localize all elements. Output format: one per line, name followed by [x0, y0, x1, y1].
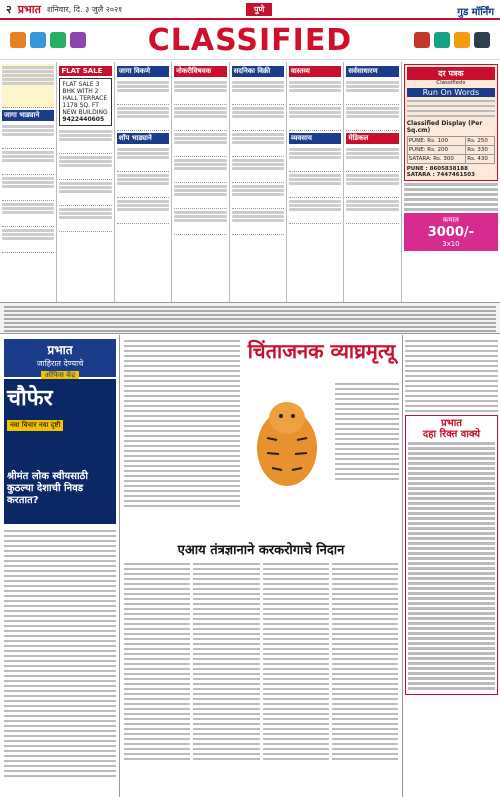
- article2-col: [263, 560, 329, 797]
- classified-ad: [346, 172, 398, 198]
- rate-cell: SATARA: Rs. 300: [407, 154, 466, 163]
- classified-ad: [174, 105, 226, 131]
- offer-size: 3x10: [442, 240, 460, 248]
- article2-col: [193, 560, 259, 797]
- classified-ad: [174, 183, 226, 209]
- classified-col-6: [287, 62, 344, 302]
- classified-index-strip: [0, 302, 500, 334]
- brand-name: प्रभात: [17, 2, 41, 16]
- classified-col-3: [115, 62, 172, 302]
- quiz-box: [405, 415, 498, 696]
- left-article-body: [4, 527, 116, 780]
- rate-phone-satara: SATARA : 7447461503: [406, 171, 475, 178]
- classified-ad: [232, 105, 284, 131]
- classified-ad: [2, 64, 54, 108]
- feature-headline: श्रीमंत लोक स्वीयसाठी कुठल्या देशाची निवड करतात?: [7, 471, 88, 506]
- category-label: नोकरीविषयक: [174, 66, 226, 77]
- classified-ad: [2, 227, 54, 253]
- right-column: [402, 335, 500, 797]
- classified-col-5: [230, 62, 287, 302]
- table-row: [407, 154, 494, 163]
- rate-card-sub: Classifieds: [436, 80, 466, 86]
- banner-icons-left: [10, 32, 86, 48]
- ring-icon: [414, 32, 430, 48]
- classified-ad: [289, 172, 341, 198]
- rate-cell: PUNE: Rs. 200: [407, 145, 466, 154]
- classified-ad: [289, 79, 341, 105]
- rate-card-title: दर पत्रक: [407, 67, 495, 80]
- classified-ad: [289, 146, 341, 172]
- category-label: सर्वसाधारण: [346, 66, 398, 77]
- classified-ad: [289, 105, 341, 131]
- classified-ad: [117, 146, 169, 172]
- issue-date: शनिवार, दि. ३ जुलै २०२१: [46, 4, 123, 14]
- classified-ad: [232, 209, 284, 235]
- classified-col-2: [57, 62, 114, 302]
- rate-cell: Rs. 330: [466, 145, 495, 154]
- category-label: जागा भाड्याने: [2, 110, 54, 121]
- rate-cell: PUNE: Rs. 100: [407, 136, 466, 145]
- offer-price: 3000/-: [427, 225, 475, 240]
- category-label: जागा विकणे: [117, 66, 169, 77]
- table-row: [407, 145, 494, 154]
- rates-heading: Classified Display (Per Sq.cm): [406, 119, 483, 134]
- rates-table: [407, 136, 495, 164]
- classified-ad: [117, 172, 169, 198]
- classified-ad: [174, 79, 226, 105]
- key-icon: [454, 32, 470, 48]
- classified-banner: [0, 22, 500, 60]
- classified-ad: [232, 157, 284, 183]
- classified-ad: [117, 105, 169, 131]
- ad-office-promo: [4, 339, 116, 377]
- briefcase-icon: [70, 32, 86, 48]
- handshake-icon: [50, 32, 66, 48]
- rate-cell: Rs. 250: [466, 136, 495, 145]
- classified-ad: [174, 157, 226, 183]
- right-article-body: [405, 340, 498, 413]
- offer-badge: [404, 213, 498, 251]
- rate-cell: Rs. 430: [466, 154, 495, 163]
- page-number: २: [6, 2, 12, 16]
- category-label: मेडिकल: [346, 133, 398, 144]
- classified-ad: [2, 123, 54, 149]
- classified-ad: [346, 105, 398, 131]
- classified-ad: [289, 198, 341, 224]
- building-icon: [474, 32, 490, 48]
- classified-col-1: [0, 62, 57, 302]
- article2-body: [124, 560, 398, 797]
- house-icon: [10, 32, 26, 48]
- flat-sale-text: FLAT SALE 3 BHK WITH 2 HALL TERRACE 1178 SQ. FT NEW BUILDING: [62, 81, 108, 116]
- classified-ad: [59, 154, 111, 180]
- article2-headline: एआय तंत्रज्ञानाने करकरोगाचे निदान: [177, 543, 345, 558]
- classified-col-4: [172, 62, 229, 302]
- promo-brand: प्रभात: [47, 343, 73, 357]
- offer-line1: कमाल: [442, 216, 459, 224]
- page-header: [0, 0, 500, 20]
- rate-card: [404, 64, 498, 181]
- flat-sale-contact: 9422440605: [62, 116, 105, 123]
- section-title: चौफेर: [7, 386, 53, 411]
- tiger-image: [242, 378, 332, 498]
- flat-sale-ad: [59, 78, 111, 126]
- rate-card-column: [402, 62, 500, 302]
- classified-ad: [59, 206, 111, 232]
- chaufer-section: [4, 379, 116, 524]
- classified-ad: [346, 146, 398, 172]
- classified-columns: [0, 62, 500, 302]
- classified-ad: [346, 198, 398, 224]
- quiz-brand: प्रभात: [440, 417, 462, 429]
- article2-col: [124, 560, 190, 797]
- quiz-title: दहा रिक्त वाक्ये: [422, 428, 481, 440]
- classified-ad: [232, 183, 284, 209]
- article2-col: [332, 560, 398, 797]
- tiger-article-body: [335, 380, 399, 483]
- classified-ad: [174, 209, 226, 235]
- classified-ad: [117, 79, 169, 105]
- classified-ad: [174, 131, 226, 157]
- promo-sub: जाहिरात देण्याचे: [36, 359, 84, 368]
- classified-ad: [232, 79, 284, 105]
- section-tagline: नवा विचार नवा दृष्टी: [7, 420, 63, 431]
- category-label: सदनिका विक्री: [232, 66, 284, 77]
- classified-col-7: [344, 62, 401, 302]
- category-label: शॉप भाड्याने: [117, 133, 169, 144]
- table-row: [407, 136, 494, 145]
- left-column: [0, 335, 120, 797]
- category-label: FLAT SALE: [59, 66, 111, 76]
- article-column-1: [124, 337, 240, 510]
- car-icon: [30, 32, 46, 48]
- edition-label: गुड मॉर्निंग: [457, 7, 494, 18]
- category-label: वास्तव्य: [289, 66, 341, 77]
- classified-ad: [232, 131, 284, 157]
- city-label: पुणे: [246, 3, 272, 16]
- classified-ad: [117, 198, 169, 224]
- phone-icon: [434, 32, 450, 48]
- classified-ad: [59, 128, 111, 154]
- classified-ad: [59, 180, 111, 206]
- banner-title: CLASSIFIED: [147, 23, 353, 58]
- banner-icons-right: [414, 32, 490, 48]
- article-headline: चिंताजनक व्याघ्रमृत्यू: [247, 339, 396, 363]
- classified-ad: [346, 79, 398, 105]
- classified-ad: [2, 149, 54, 175]
- promo-offer: ऑफिस केंद्र: [41, 371, 79, 380]
- category-label: व्यवसाय: [289, 133, 341, 144]
- rate-phone-pune: PUNE : 8605838188: [406, 165, 468, 172]
- classified-ad: [2, 201, 54, 227]
- run-on-words: Run On Words: [407, 88, 495, 97]
- classified-ad: [2, 175, 54, 201]
